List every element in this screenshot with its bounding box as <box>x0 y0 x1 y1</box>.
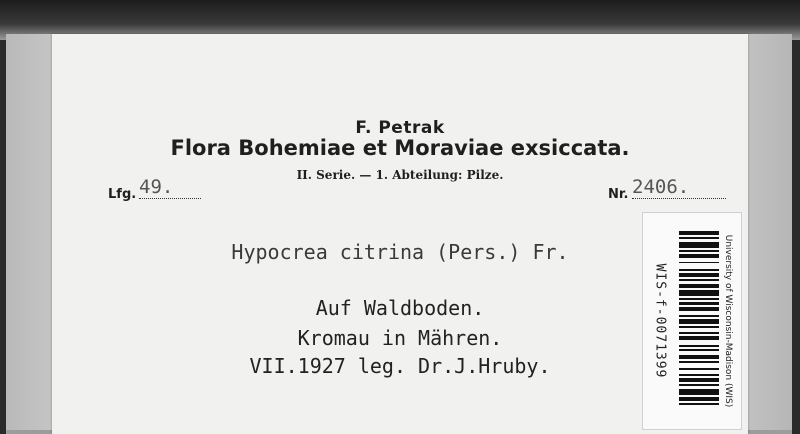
habitat: Auf Waldboden. <box>315 296 485 320</box>
date-and-collector: VII.1927 leg. Dr.J.Hruby. <box>249 354 551 378</box>
specimen-id: WIS-f-0071399 <box>652 263 668 379</box>
series-title: Flora Bohemiae et Moraviae exsiccata. <box>170 136 630 160</box>
institution-name: University of Wisconsin-Madison (WIS) <box>723 234 733 408</box>
barcode-icon <box>679 231 719 409</box>
lfg-value: 49. <box>139 176 201 199</box>
series-subtitle: II. Serie. — 1. Abteilung: Pilze. <box>296 168 504 182</box>
barcode-bar <box>679 405 719 409</box>
lfg-label: Lfg. <box>108 187 137 202</box>
number-value: 2406. <box>632 176 726 199</box>
species-name: Hypocrea citrina (Pers.) Fr. <box>231 240 569 264</box>
collector-name: F. Petrak <box>355 118 445 138</box>
locality: Kromau in Mähren. <box>297 326 503 350</box>
number-label: Nr. <box>608 187 629 202</box>
barcode-sticker <box>642 212 742 430</box>
